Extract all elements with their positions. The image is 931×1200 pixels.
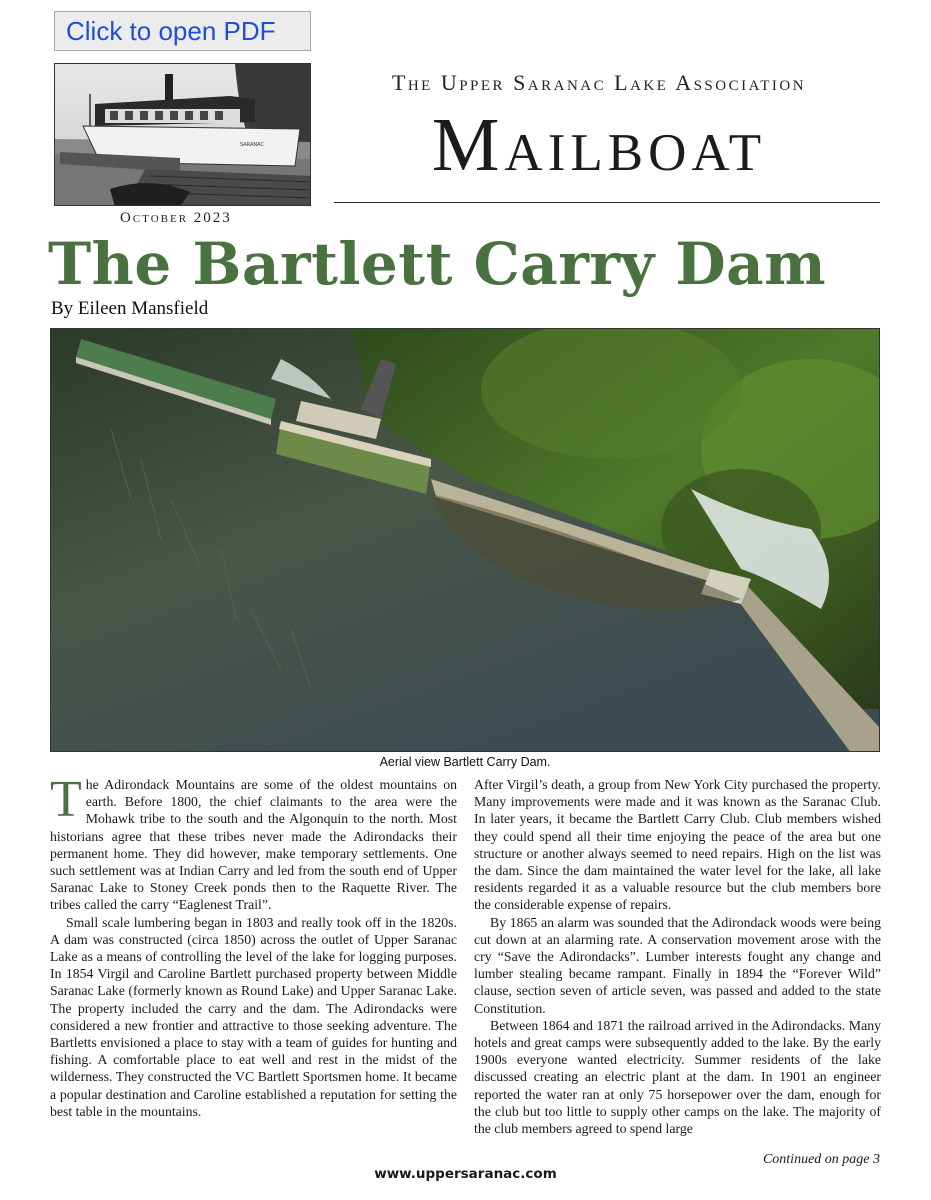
article-headline: The Bartlett Carry Dam xyxy=(48,230,827,298)
photo-caption: Aerial view Bartlett Carry Dam. xyxy=(379,755,551,769)
publication-title: Mailboat xyxy=(431,103,767,187)
article-column-right xyxy=(474,776,881,1166)
article-paragraph: By 1865 an alarm was sounded that the Adirondack woods were being cut down at an alarming rate. A conservation movement arose with the cry “Save the Adirondacks”. Lumber interests fought any change and lumber stealing became rampant. Finally in 1894 the “Forever Wild” clause, section seven of article seven, was passed and added to the state Constitution. xyxy=(474,914,881,1016)
article-byline: By Eileen Mansfield xyxy=(51,298,209,319)
article-paragraph xyxy=(50,776,457,914)
aerial-dam-photo xyxy=(50,328,880,752)
issue-date: October 2023 xyxy=(120,210,232,226)
association-name: The Upper Saranac Lake Association xyxy=(391,70,807,95)
continued-on-page-link[interactable]: Continued on page 3 xyxy=(762,1152,880,1167)
article-paragraph: Small scale lumbering began in 1803 and really took off in the 1820s. A dam was constructed (circa 1850) across the outlet of Upper Saranac Lake as a means of controlling the level of the lake for logging purposes. In 1854 Virgil and Caroline Bartlett purchased property between Middle Saranac Lake (formerly known as Round Lake) and Upper Saranac Lake. The property included the carry and the dam. The Adirondacks were considered a new frontier and attractive to those seeking adventure. The Bartletts envisioned a place to stay with a team of guides for hunting and fishing. A comfortable place to eat well and rest in the midst of the wilderness. They constructed the VC Bartlett Sportsmen home. It became a popular destination and Caroline established a reputation for setting the best table in the mountains. xyxy=(50,914,457,1119)
drop-cap: T xyxy=(50,776,82,828)
boat-name-text: SARANAC xyxy=(240,142,264,148)
open-pdf-button[interactable]: Click to open PDF xyxy=(54,11,311,51)
historic-boat-photo xyxy=(54,63,311,206)
footer-website-link[interactable]: www.uppersaranac.com xyxy=(374,1166,557,1182)
masthead-divider xyxy=(334,202,880,203)
paragraph-text: he Adirondack Mountains are some of the oldest mountains on earth. Before 1800, the chief claimants to the area were the Mohawk tribe to the south and the Algonquin to the north. Most historians agree that these tribes never made the Adirondacks their permanent home. They did however, make temporary settlements. One such settlement was at Indian Carry and led from the south end of Upper Saranac Lake to Stoney Creek ponds then to the Raquette River. The tribes called the carry “Eaglenest Trail”. xyxy=(50,777,457,913)
article-paragraph: Between 1864 and 1871 the railroad arrived in the Adirondacks. Many hotels and great camps were subsequently added to the lake. By the early 1900s everyone wanted electricity. Summer residents of the lake discussed creating an electric plant at the dam. In 1901 an engineer reported the water ran at only 75 horsepower over the dam, enough for the club but too little to supply other camps on the lake. The majority of the club members agreed to spend large xyxy=(474,1017,881,1137)
article-paragraph: After Virgil’s death, a group from New York City purchased the property. Many improvements were made and it was known as the Saranac Club. In later years, it became the Bartlett Carry Club. Club members wished they could spend all their time enjoying the peace of the area but one structure or another always seemed to need repairs. High on the list was the dam. Since the dam maintained the water level for the lake, all lake residents regarded it as a valuable resource but the club members bore the considerable expense of repairs. xyxy=(474,777,881,913)
article-column-left xyxy=(50,776,457,1166)
